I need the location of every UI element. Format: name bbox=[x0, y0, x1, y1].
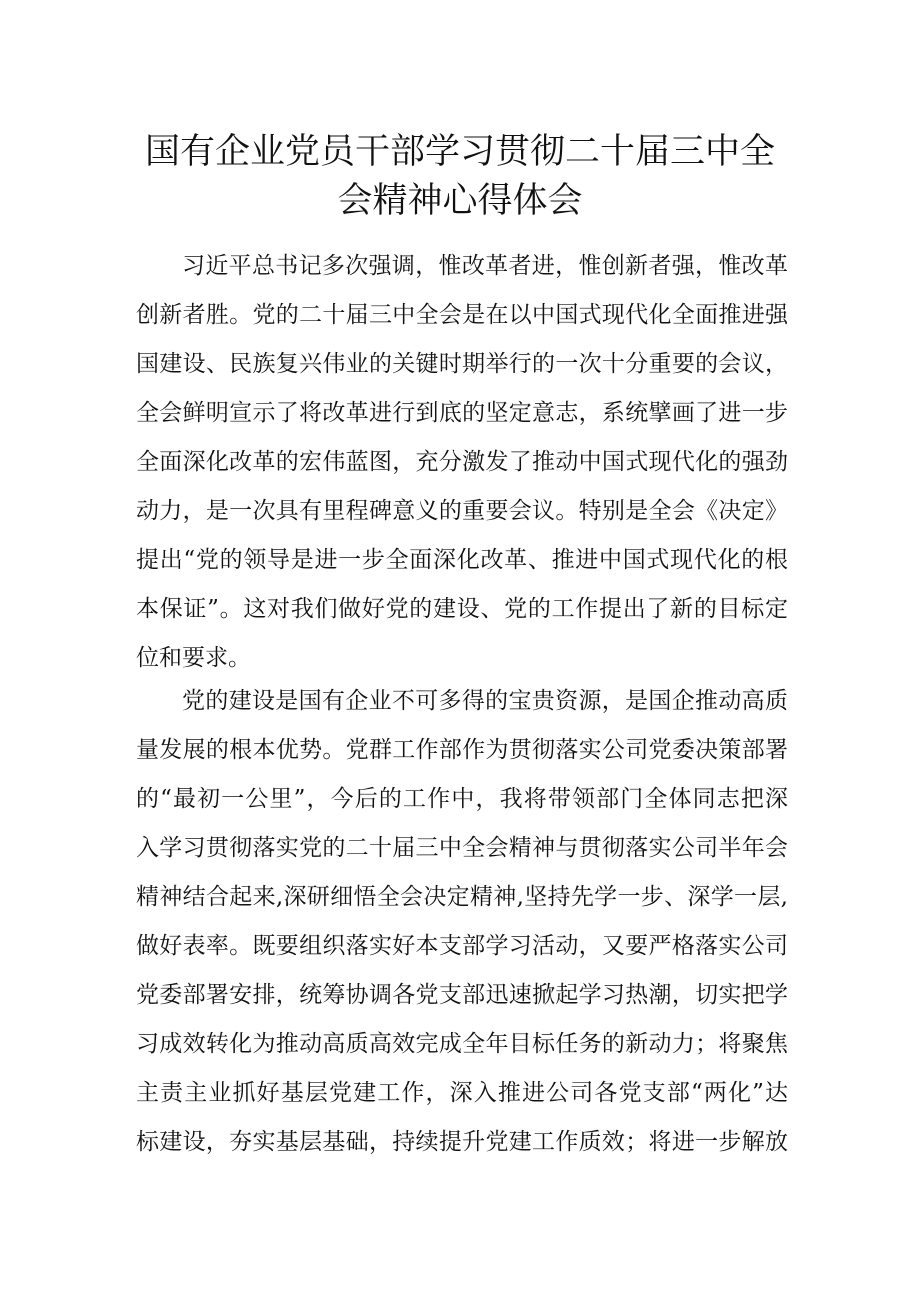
document-title bbox=[0, 128, 920, 226]
paragraph-line: 做好表率。既要组织落实好本支部学习活动，又要严格落实公司 bbox=[136, 933, 788, 959]
paragraph-line: 量发展的根本优势。党群工作部作为贯彻落实公司党委决策部署 bbox=[136, 737, 788, 763]
paragraph-line: 党的建设是国有企业不可多得的宝贵资源，是国企推动高质 bbox=[182, 688, 788, 714]
paragraph-line: 全会鲜明宣示了将改革进行到底的坚定意志，系统擘画了进一步 bbox=[136, 400, 788, 426]
paragraph-line: 入学习贯彻落实党的二十届三中全会精神与贯彻落实公司半年会 bbox=[136, 835, 788, 861]
paragraph-line: 本保证”。这对我们做好党的建设、党的工作提出了新的目标定 bbox=[136, 596, 788, 622]
paragraph-line: 习近平总书记多次强调，惟改革者进，惟创新者强，惟改革 bbox=[182, 253, 788, 279]
paragraph-line: 提出“党的领导是进一步全面深化改革、推进中国式现代化的根 bbox=[136, 547, 788, 573]
paragraph-1 bbox=[136, 242, 788, 683]
paragraph-line: 党委部署安排，统筹协调各党支部迅速掀起学习热潮，切实把学 bbox=[136, 982, 788, 1008]
paragraph-line: 的“最初一公里”，今后的工作中，我将带领部门全体同志把深 bbox=[136, 786, 788, 812]
paragraph-line: 标建设，夯实基层基础，持续提升党建工作质效；将进一步解放 bbox=[136, 1129, 788, 1155]
title-line-1: 国有企业党员干部学习贯彻二十届三中全 bbox=[144, 132, 775, 172]
paragraph-line: 国建设、民族复兴伟业的关键时期举行的一次十分重要的会议， bbox=[136, 351, 788, 377]
paragraph-2 bbox=[136, 677, 788, 1167]
title-line-2: 会精神心得体会 bbox=[337, 181, 583, 221]
paragraph-line: 动力，是一次具有里程碑意义的重要会议。特别是全会《决定》 bbox=[136, 498, 788, 524]
paragraph-line: 习成效转化为推动高质高效完成全年目标任务的新动力；将聚焦 bbox=[136, 1031, 788, 1057]
paragraph-line: 位和要求。 bbox=[136, 645, 251, 671]
paragraph-line: 全面深化改革的宏伟蓝图，充分激发了推动中国式现代化的强劲 bbox=[136, 449, 788, 475]
paragraph-line: 精神结合起来,深研细悟全会决定精神,坚持先学一步、深学一层, bbox=[136, 884, 788, 910]
paragraph-line: 创新者胜。党的二十届三中全会是在以中国式现代化全面推进强 bbox=[136, 302, 788, 328]
paragraph-line: 主责主业抓好基层党建工作，深入推进公司各党支部“两化”达 bbox=[136, 1080, 788, 1106]
